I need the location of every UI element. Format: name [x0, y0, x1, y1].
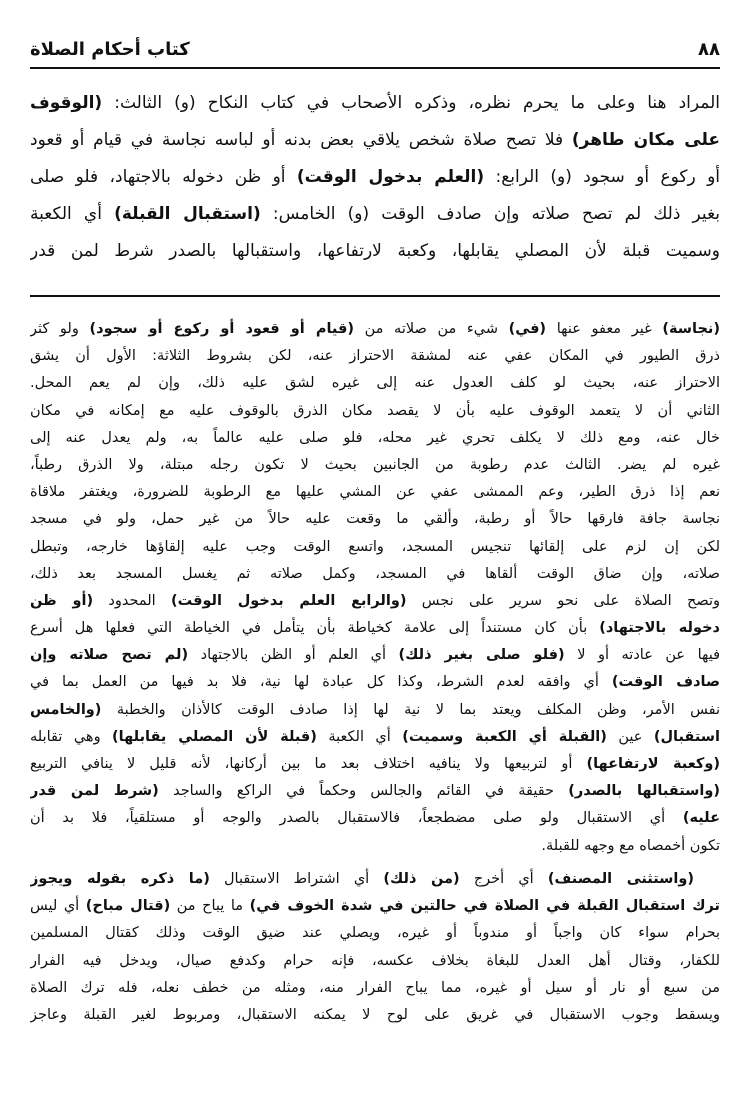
main-text [30, 85, 720, 270]
bold-matn-text: (والخامس [30, 701, 102, 718]
text-line [30, 893, 720, 920]
text-line [30, 479, 720, 506]
bold-matn-text: (القبلة أي الكعبة وسميت) [402, 728, 607, 745]
text-line [30, 159, 720, 196]
text-line [30, 920, 720, 947]
bold-matn-text: (فلو صلى بغير ذلك) [398, 647, 565, 664]
text-segment: للكفار، وقتال أهل العدل للبغاة بخلاف عكسه، فإنه حرام وكدفع صيال، ويدخل فيه الفرار [30, 952, 720, 969]
bold-matn-text: (من ذلك) [383, 871, 460, 887]
text-segment: ولو كثر [30, 321, 90, 337]
bold-matn-text: دخوله بالاجتهاد) [599, 620, 720, 637]
text-segment: وتصح الصلاة على نحو سرير على نجس [406, 592, 720, 609]
text-segment: ويسقط وجوب الاستقبال في غريق على لوح لا يمكنه الاستقبال، ومربوط لغير القبلة وعاجز [30, 1006, 720, 1023]
bold-matn-text: (الوقوف [30, 93, 103, 113]
text-segment: عين [606, 728, 654, 745]
bold-matn-text: (واستثنى المصنف) [547, 871, 695, 887]
bold-matn-text: (استقبال القبلة) [114, 204, 261, 224]
text-line [30, 724, 720, 751]
text-line [30, 751, 720, 778]
text-segment: أي الكعبة [316, 728, 403, 745]
text-line [30, 1002, 720, 1029]
text-segment: المحدود [93, 592, 171, 609]
bold-matn-text: عليه) [682, 810, 720, 827]
text-line [30, 561, 720, 588]
text-line [30, 615, 720, 642]
text-line [30, 697, 720, 724]
text-segment: أو ركوع أو سجود (و) الرابع: [484, 167, 720, 187]
text-segment: الثاني أن لا يتعمد الوقوف عليه بأن لا يقصد مكان الذرق بالوقوف عليه مع إمكانه في مكان [30, 402, 720, 419]
text-line [30, 425, 720, 452]
text-segment: أي أخرج [459, 871, 548, 887]
text-line [30, 343, 720, 370]
bold-matn-text: (أو ظن [30, 592, 94, 609]
bold-matn-text: (قبلة لأن المصلي يقابلها) [112, 728, 317, 745]
bold-matn-text: (نجاسة) [662, 321, 720, 337]
bold-matn-text: (قتال مباح) [85, 898, 171, 915]
text-segment: وهي تقابله [30, 728, 113, 745]
bold-matn-text: (واستقبالها بالصدر) [568, 783, 720, 800]
text-line [30, 534, 720, 561]
text-segment: صلاته، وإن ضاق الوقت ألقاها في المسجد، وكمل صلاته ثم يغسل المسجد بعد ذلك، [30, 565, 720, 582]
text-segment: أي وافقه لعدم الشرط، وكذا كل عبادة لها نية، فلا بد فيها من العمل بما في [30, 674, 612, 691]
commentary-paragraph-2 [30, 866, 720, 1029]
text-segment: غير معفو عنها [546, 321, 663, 337]
text-line [30, 805, 720, 832]
bold-matn-text: (لم تصح صلاته وإن [30, 647, 189, 664]
text-line [30, 506, 720, 533]
text-segment: نفس الأمر، وظن المكلف ويعتد بما لا نية لها إذا صادف الوقت كالأذان والخطبة [101, 701, 720, 718]
text-line [30, 452, 720, 479]
bold-matn-text: (والرابع العلم بدخول الوقت) [170, 592, 407, 609]
text-line [30, 778, 720, 805]
text-segment: بغير ذلك لم تصح صلاته وإن صادف الوقت (و) الخامس: [260, 204, 720, 224]
text-segment: بحرام سواء كان واجباً أو مندوباً أو غيره، ويصلي عند ضيق الوقت وذلك كقتال المسلمين [30, 925, 720, 942]
bold-matn-text: ترك استقبال القبلة في الصلاة في حالتين في شدة الخوف في) [249, 898, 720, 915]
footnote-separator [30, 295, 720, 297]
text-line [30, 398, 720, 425]
page-number: ٨٨ [698, 38, 720, 60]
text-segment: نعم إذا ذرق الطير، وعم الممشى عفي عن المشي عليها مع الرطوبة للضرورة، ويغتفر ملاقاة [30, 484, 720, 501]
text-segment: المراد هنا وعلى ما يحرم نظره، وذكره الأصحاب في كتاب النكاح (و) الثالث: [102, 93, 720, 113]
bold-matn-text: (قيام أو قعود أو ركوع أو سجود) [89, 321, 354, 337]
text-segment: أي العلم أو الظن بالاجتهاد [188, 647, 399, 664]
text-line [30, 122, 720, 159]
text-segment: من سبع أو نار أو سيل أو غيره، مما يباح الفرار منه، ومثله من خطف نعله، فله ترك الصلاة [30, 979, 720, 996]
text-line [30, 233, 720, 270]
text-segment: خال عنه، ومع ذلك لا يكلف تحري غير محله، فلو صلى عليه عالماً به، ولم يعدل عنه إلى [30, 429, 720, 446]
text-segment: أي الكعبة [30, 204, 115, 224]
text-segment: ما يباح من [170, 898, 250, 915]
text-line [30, 669, 720, 696]
text-segment: أو ظن دخوله بالاجتهاد، فلو صلى [30, 167, 297, 187]
bold-matn-text: (وكعبة لارتفاعها) [586, 756, 720, 772]
text-segment: شيء من صلاته من [353, 321, 509, 337]
text-segment: فيها عن عادته أو لا [564, 647, 720, 664]
header-rule [30, 67, 720, 69]
text-line [30, 975, 720, 1002]
text-segment: وسميت قبلة لأن المصلي يقابلها، وكعبة لارتفاعها، واستقبالها بالصدر شرط لمن قدر [30, 241, 720, 261]
text-segment: فلا تصح صلاة شخص يلاقي بعض بدنه أو لباسه نجاسة في قيام أو قعود [30, 130, 572, 150]
commentary-paragraph-1 [30, 316, 720, 860]
text-segment: أي ليس [30, 898, 86, 915]
text-line [30, 370, 720, 397]
text-line [30, 85, 720, 122]
text-line [30, 866, 720, 893]
text-line [30, 833, 720, 860]
text-segment: أو لتربيعها ولا ينافيه اختلاف بعد ما بين أركانها، لأنه قليل لا ينافي التربيع [30, 756, 587, 772]
text-segment: الاحتراز عنه، بحيث لو كلف العدول عنه إلى غيره لشق عليه ذلك، وإن لم يعم المحل. [30, 375, 720, 392]
text-line [30, 196, 720, 233]
text-segment: نجاسة جافة فارقها حالاً أو رطبة، وألقي ما وقعت عليه حالاً من غير حمل، ولو في مسجد [30, 511, 720, 528]
text-segment: غيره لم يضر. الثالث عدم رطوبة من الجانبين بحيث لا تكون رجله مبتلة، ولا الذرق رطباً، [30, 456, 720, 473]
chapter-title: كتاب أحكام الصلاة [30, 38, 190, 60]
text-line [30, 588, 720, 615]
text-segment: ذرق الطيور في المكان عفي عنه لمشقة الاحتراز عنه، لكن بشروط الثلاثة: الأول أن يشق [30, 348, 720, 365]
bold-matn-text: (العلم بدخول الوقت) [296, 167, 485, 187]
bold-matn-text: استقبال) [653, 728, 720, 745]
bold-matn-text: صادف الوقت) [611, 674, 720, 691]
bold-matn-text: على مكان طاهر) [571, 130, 720, 150]
bold-matn-text: (ما ذكره بقوله ويجوز [30, 871, 210, 887]
running-header [30, 34, 720, 64]
bold-matn-text: (في) [508, 321, 547, 337]
text-segment: بأن كان مستنداً إلى علامة كخياطة بأن يتأمل في الخياطة التي فعلها هل أسرع [30, 620, 600, 637]
text-segment: حقيقة في القائم والجالس وحكماً في الراكع والساجد [158, 783, 569, 800]
text-line [30, 948, 720, 975]
text-segment: أي اشتراط الاستقبال [209, 871, 384, 887]
text-segment: لكن إن لزم على إلقائها تنجيس المسجد، واتسع الوقت وجب عليه إلقاؤها خارجه، وتبطل [30, 538, 720, 555]
text-line [30, 642, 720, 669]
text-segment: تكون أخمصاه مع وجهه للقبلة. [541, 837, 720, 854]
bold-matn-text: (شرط لمن قدر [30, 783, 159, 800]
text-line [30, 316, 720, 343]
text-segment: أي الاستقبال ولو صلى مضطجعاً، فالاستقبال بالصدر والوجه أو مستلقياً، فلا بد أن [30, 810, 683, 827]
